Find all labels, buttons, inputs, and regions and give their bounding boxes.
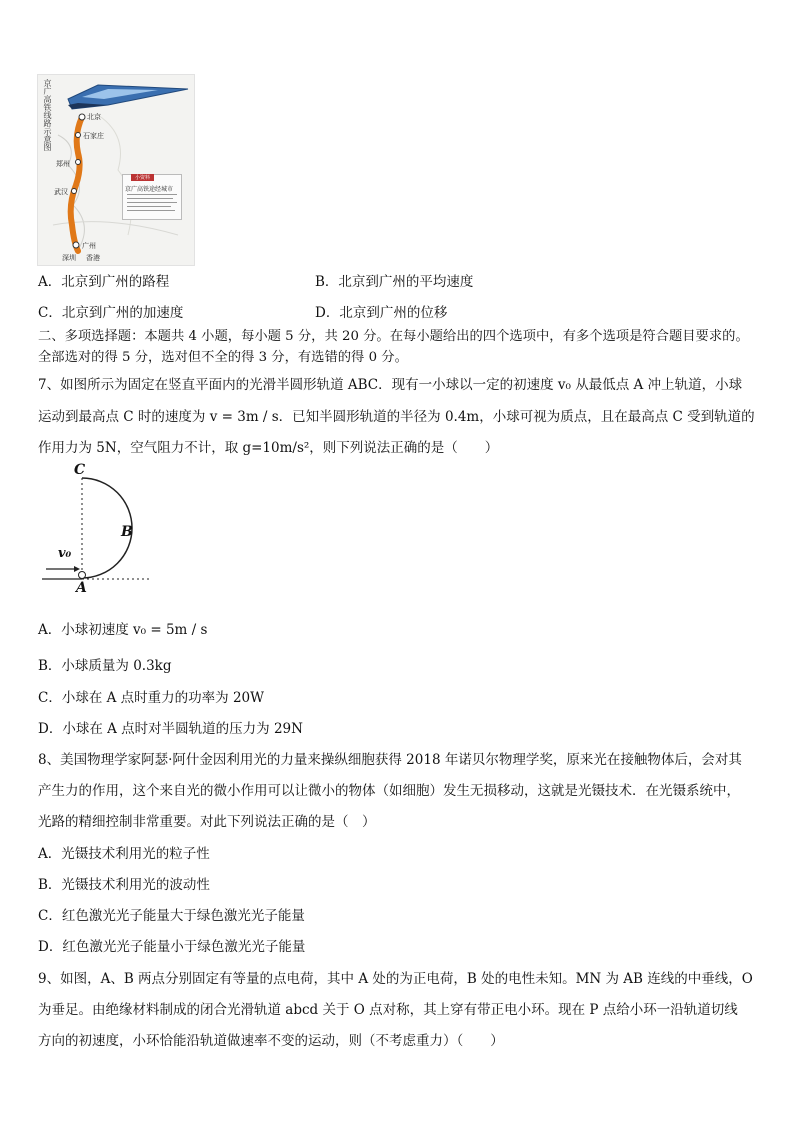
q6-option-c: C．北京到广州的加速度 [38,305,184,321]
q9-stem-3: 方向的初速度，小环恰能沿轨道做速率不变的运动，则（不考虑重力）（ ） [38,1033,504,1049]
q7-option-c: C．小球在 A 点时重力的功率为 20W [38,690,265,706]
q9-stem-1: 9、如图，A、B 两点分别固定有等量的点电荷，其中 A 处的为正电荷，B 处的电性未知。MN 为 AB 连线的中垂线，O [38,971,753,987]
q8-option-a: A．光镊技术利用光的粒子性 [38,846,210,862]
q7-stem-2: 运动到最高点 C 时的速度为 v = 3m / s．已知半圆形轨道的半径为 0.4m，小球可视为质点，且在最高点 C 受到轨道的 [38,409,755,425]
q7-stem-3: 作用力为 5N，空气阻力不计，取 g=10m/s²，则下列说法正确的是（ ） [38,440,499,456]
track-graphic [38,466,154,596]
map-legend [122,174,182,220]
q8-stem-3: 光路的精细控制非常重要。对此下列说法正确的是（ ） [38,814,376,830]
city-beijing: 北京 [87,113,101,121]
section2-heading-cont: 全部选对的得 5 分，选对但不全的得 3 分，有选错的得 0 分。 [38,350,408,365]
label-a: A [76,580,87,596]
q6-option-b: B．北京到广州的平均速度 [315,274,474,290]
q8-stem-1: 8、美国物理学家阿瑟·阿什金因利用光的力量来操纵细胞获得 2018 年诺贝尔物理学奖，原来光在接触物体后，会对其 [38,752,742,768]
label-v0: v₀ [58,546,72,561]
label-b: B [121,524,133,540]
ball-icon [79,572,86,579]
q8-option-d: D．红色激光光子能量小于绿色激光光子能量 [38,939,306,955]
q8-stem-2: 产生力的作用，这个来自光的微小作用可以让微小的物体（如细胞）发生无损移动，这就是光镊技术．在光镊系统中， [38,783,740,799]
q6-option-d: D．北京到广州的位移 [315,305,448,321]
city-guangzhou: 广州 [82,242,96,250]
q6-option-a: A．北京到广州的路程 [38,274,170,290]
label-c: C [74,462,86,478]
q9-stem-2: 为垂足。由绝缘材料制成的闭合光滑轨道 abcd 关于 O 点对称，其上穿有带正电小环。现在 P 点给小环一沿轨道切线 [38,1002,738,1018]
city-hongkong: 香港 [86,254,100,262]
city-shenzhen: 深圳 [62,254,76,262]
velocity-arrow-icon [74,566,80,572]
section2-heading: 二、多项选择题：本题共 4 小题，每小题 5 分，共 20 分。在每小题给出的四个选项中，有多个选项是符合题目要求的。 [38,329,749,344]
map-title: 京广高铁线路示意图 [43,79,52,151]
legend-title: 京广高铁途经城市 [125,186,174,193]
map-graphic [38,75,194,265]
rail-map-figure [37,74,195,266]
q7-stem-1: 7、如图所示为固定在竖直平面内的光滑半圆形轨道 ABC．现有一小球以一定的初速度 v₀ 从最低点 A 冲上轨道，小球 [38,377,743,393]
q8-option-c: C．红色激光光子能量大于绿色激光光子能量 [38,908,305,924]
city-wuhan: 武汉 [54,188,68,196]
q7-option-a: A．小球初速度 v₀ = 5m / s [38,622,208,638]
semicircle-track-figure [38,462,154,596]
legend-tag: 小资料 [131,174,154,181]
q8-option-b: B．光镊技术利用光的波动性 [38,877,210,893]
q7-option-b: B．小球质量为 0.3kg [38,658,172,674]
city-zhengzhou: 郑州 [56,160,70,168]
q7-option-d: D．小球在 A 点时对半圆轨道的压力为 29N [38,721,303,737]
city-shijiazhuang: 石家庄 [83,132,104,140]
